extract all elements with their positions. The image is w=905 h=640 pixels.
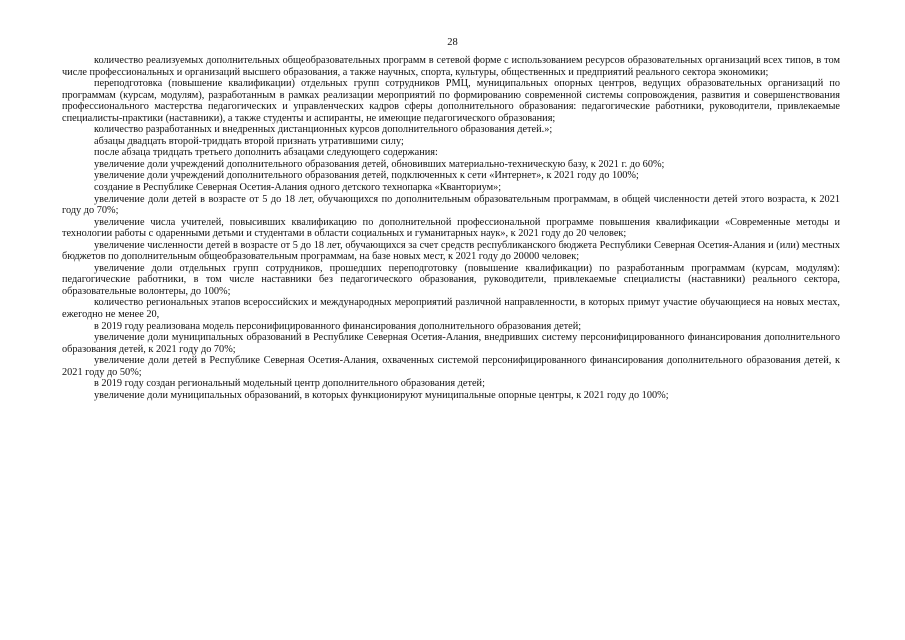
paragraph: увеличение доли муниципальных образований в Республике Северная Осетия-Алания, внедривших систему персонифицированного финансирования дополнительного образования детей, к 2021 году до 70%; — [62, 332, 840, 355]
paragraph: увеличение доли детей в Республике Северная Осетия-Алания, охваченных системой персонифицированного финансирования дополнительного образования детей, к 2021 году до 50%; — [62, 355, 840, 378]
paragraph: после абзаца тридцать третьего дополнить абзацами следующего содержания: — [94, 147, 438, 159]
paragraph: создание в Республике Северная Осетия-Алания одного детского технопарка «Кванториум»; — [94, 182, 502, 194]
paragraph: увеличение числа учителей, повысивших квалификацию по дополнительной профессиональной программе повышения квалификации «Современные методы и технологии работы с одаренными детьми и студентами в области социальных и гуманитарных наук», к 2021 году до 20 человек; — [62, 216, 840, 240]
paragraph: абзацы двадцать второй-тридцать второй признать утратившими силу; — [94, 135, 404, 147]
document-body — [62, 55, 840, 401]
paragraph: увеличение доли детей в возрасте от 5 до 18 лет, обучающихся по дополнительным образовательным программам, в общей численности детей этого возраста, к 2021 году до 70%; — [62, 193, 840, 217]
paragraph: в 2019 году создан региональный модельный центр дополнительного образования детей; — [94, 378, 485, 390]
paragraph: увеличение численности детей в возрасте от 5 до 18 лет, обучающихся за счет средств республиканского бюджета Республики Северная Осетия-Алания и (или) местных бюджетов по дополнительным общеобразовательным программам, на базе новых мест, к 2021 году до 20000 человек; — [62, 239, 840, 263]
paragraph: увеличение доли учреждений дополнительного образования детей, обновивших материально-техническую базу, к 2021 г. до 60%; — [94, 158, 665, 170]
paragraph: увеличение доли учреждений дополнительного образования детей, подключенных к сети «Интернет», к 2021 году до 100%; — [94, 170, 639, 182]
paragraph: количество реализуемых дополнительных общеобразовательных программ в сетевой форме с использованием ресурсов образовательных организаций всех типов, в том числе профессиональных и организаций высшего образования, а также научных, спорта, культуры, общественных и предприятий реального сектора экономики; — [62, 55, 840, 78]
paragraph: количество разработанных и внедренных дистанционных курсов дополнительного образования детей.»; — [94, 124, 553, 136]
paragraph: в 2019 году реализована модель персонифицированного финансирования дополнительного образования детей; — [94, 320, 582, 332]
paragraph: переподготовка (повышение квалификации) отдельных групп сотрудников РМЦ, муниципальных опорных центров, ведущих образовательных организаций по программам (курсам, модулям), разработанным в рамках реализации мероприятий по формированию современной системы сопровождения, развития и совершенствования профессионального мастерства педагогических и управленческих кадров сферы дополнительного образования: педагогические работники, руководители, привлекаемые специалисты-практики (наставники), а также студенты и аспиранты, не имеющие педагогического образования; — [62, 78, 840, 124]
paragraph: увеличение доли муниципальных образований, в которых функционируют муниципальные опорные центры, к 2021 году до 100%; — [94, 389, 669, 401]
page-number: 28 — [447, 37, 458, 48]
paragraph: увеличение доли отдельных групп сотрудников, прошедших переподготовку (повышение квалификации) по разработанным программам (курсам, модулям): педагогические работники, в том числе наставники без педагогического образования, руководители, привлекаемые специалисты (наставники) реального сектора, образовательные волонтеры, до 100%; — [62, 262, 840, 297]
paragraph: количество региональных этапов всероссийских и международных мероприятий различной направленности, в которых примут участие обучающиеся на новых местах, ежегодно не менее 20, — [62, 297, 840, 321]
